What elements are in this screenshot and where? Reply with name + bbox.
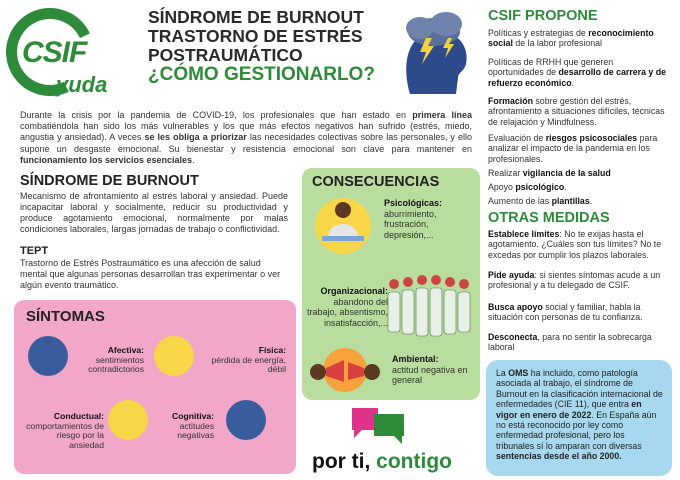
oms-bold-3: sentencias desde el año 2000. (496, 451, 622, 462)
propone-item-2 (488, 57, 670, 88)
oms-info-box (486, 360, 672, 476)
propone-item-5 (488, 168, 670, 178)
page-title (148, 8, 398, 84)
propone-6-post: . (564, 182, 567, 192)
propone-7-post: . (589, 196, 593, 206)
intro-paragraph (20, 110, 472, 166)
propone-item-4 (488, 133, 670, 164)
slogan-text (312, 450, 452, 474)
propone-item-1 (488, 28, 670, 49)
oms-bold-1: OMS (508, 368, 529, 378)
title-line-2: TRASTORNO DE ESTRÉS (148, 26, 363, 46)
intro-text-4: . (192, 154, 195, 165)
medida-desconecta-bold: Desconecta (488, 332, 538, 342)
propone-item-3 (488, 96, 670, 127)
stormy-head-symptom-icon (28, 336, 68, 376)
oms-text-3: . En España aún no está reconocido por ley como enfermedad profesional, pero los tribunales sí lo amparan con diversas (496, 409, 657, 451)
medida-ayuda-text: : si sientes síntomas acude a un profesional y a tu delegado de CSIF. (488, 270, 661, 291)
propone-item-7 (488, 196, 670, 206)
ambiental-label: Ambiental: (392, 354, 439, 364)
csif-ayuda-logo (6, 6, 144, 101)
medida-limites-text: : No te exijas hasta el agotamiento. ¿Cuáles son tus límites? No te excedas por cumplir los plazos laborales. (488, 229, 662, 260)
symptom-afectiva (74, 346, 144, 375)
medida-limites-bold: Establece límites (488, 229, 560, 239)
medida-limites (488, 229, 670, 260)
medida-ayuda-bold: Pide ayuda (488, 270, 535, 280)
title-line-1: SÍNDROME DE BURNOUT (148, 7, 364, 27)
oms-text-1: La (496, 368, 509, 378)
burnout-heading: SÍNDROME DE BURNOUT (20, 173, 199, 189)
propone-item-6 (488, 182, 670, 192)
propone-4-bold: riesgos psicosociales (545, 133, 638, 143)
tept-heading: TEPT (20, 245, 49, 257)
symptom-fisica (198, 346, 286, 375)
symptom-cognitiva (156, 412, 214, 441)
symptom-cognitiva-text: actitudes negativas (177, 420, 214, 441)
propone-1-post: de la labor profesional (512, 38, 602, 49)
medida-apoyo-bold: Busca apoyo (488, 302, 543, 312)
symptom-cognitiva-label: Cognitiva: (171, 411, 214, 421)
psicologicas-label: Psicológicas: (384, 198, 443, 208)
slogan-block (312, 404, 472, 478)
burnout-text: Mecanismo de afrontamiento al estrés laboral y ansiedad. Puede incapacitar laboral y socialmente, reducir su productividad y produce agotamiento emocional, normalmente por malas condiciones laborales, largas jornadas de trabajo o conflictividad. (20, 191, 288, 234)
propone-6-pre: Apoyo (488, 182, 516, 192)
propone-2-bold: desarrollo de carrera y de refuerzo económico (488, 67, 667, 88)
intro-bold-2: se les obliga a priorizar (144, 132, 247, 143)
propone-3-bold: Formación (488, 96, 533, 106)
intro-bold-1: primera línea (412, 110, 472, 120)
oms-bold-2: en vigor en enero de 2022 (496, 399, 642, 420)
symptom-fisica-text: pérdida de energía, débil (211, 354, 286, 375)
logo-brand-text: CSIF (22, 36, 87, 69)
propone-7-bold: plantillas (551, 196, 590, 206)
intro-text-3: las necesidades colectivas sobre las personales, y ello supone un desgaste emocional. Su bienestar y resistencia emocional son clave para mantener en (20, 132, 472, 154)
stormy-head-icon (392, 6, 478, 98)
consecuencias-psicologicas (384, 198, 476, 240)
propone-6-bold: psicológico (515, 182, 565, 192)
symptom-afectiva-label: Afectiva: (107, 345, 144, 355)
propone-7-pre: Aumento de las (488, 196, 552, 206)
symptom-conductual (24, 412, 104, 450)
symptom-fisica-label: Física: (258, 345, 286, 355)
propone-heading: CSIF PROPONE (488, 8, 598, 24)
sintomas-heading: SÍNTOMAS (26, 308, 105, 325)
propone-4-pre: Evaluación de (488, 133, 546, 143)
symptom-conductual-label: Conductual: (53, 411, 104, 421)
intro-bold-3: funcionamiento los servicios esenciales (20, 154, 193, 165)
sintomas-box (14, 300, 296, 474)
slogan-part-2: contigo (376, 450, 452, 473)
medida-desconecta-text: , para no sentir la sobrecarga laboral (488, 332, 652, 353)
propone-2-pre: Políticas de RRHH que generen oportunidades de (488, 57, 614, 78)
consecuencias-ambiental (392, 354, 478, 386)
tept-text: Trastorno de Estrés Postraumático es una afección de salud mental que algunas personas desarrollan tras experimentar o ver algún evento traumático. (20, 258, 281, 290)
propone-5-pre: Realizar (488, 168, 523, 178)
propone-4-post: para analizar el impacto de la pandemia en los profesionales. (488, 133, 658, 164)
organizacional-label: Organizacional: (320, 286, 388, 296)
speech-bubbles-icon (348, 404, 408, 450)
title-line-3: POSTRAUMÁTICO (148, 45, 303, 65)
symptom-afectiva-text: sentimientos contradictorios (88, 354, 144, 375)
title-question: ¿CÓMO GESTIONARLO? (148, 64, 375, 85)
propone-1-pre: Políticas y estrategias de (488, 28, 589, 38)
organizacional-text: abandono del trabajo, absentismo, insatisfacción,... (306, 296, 388, 328)
propone-2-post: . (571, 77, 575, 88)
stormy-head-small-icon (226, 400, 266, 440)
tired-person-icon (154, 336, 194, 376)
otras-medidas-heading: OTRAS MEDIDAS (488, 210, 610, 226)
propone-5-bold: vigilancia de la salud (522, 168, 611, 178)
symptom-conductual-text: comportamientos de riesgo por la ansiedad (26, 420, 104, 450)
people-icon (108, 400, 148, 440)
intro-text-1: Durante la crisis por la pandemia de COVID-19, los profesionales que han estado en (20, 110, 413, 120)
propone-3-post: sobre gestión del estrés, afrontamiento a situaciones difíciles, técnicas de relajación y Mindfulness. (488, 96, 665, 127)
ambiental-text: actitud negativa en general (392, 364, 468, 386)
medida-desconecta (488, 332, 670, 353)
oms-text (496, 368, 664, 462)
oms-text-2: ha incluido, como patología asociada al trabajo, el síndrome de Burnout en la clasificación internacional de enfermedades (CIE 11), que entra (496, 368, 663, 410)
slogan-part-1: por ti, (312, 450, 377, 473)
intro-text-2: combatiéndola han sido los más vulnerables y los que más efectos negativos han sufrido (estrés, miedo, angustia y ansiedad). A veces (20, 121, 472, 143)
propone-1-bold: reconocimiento social (488, 28, 654, 49)
medida-apoyo (488, 302, 670, 323)
consecuencias-heading: CONSECUENCIAS (312, 174, 440, 190)
tired-worker-icon (306, 192, 380, 254)
psicologicas-text: aburrimiento, frustración, depresión,... (384, 208, 437, 240)
consecuencias-box (302, 168, 480, 400)
medida-ayuda (488, 270, 670, 291)
logo-sub-text: yuda (56, 72, 108, 97)
consecuencias-organizacional (306, 286, 388, 328)
healthcare-workers-group-icon (384, 262, 478, 346)
medida-apoyo-text: social y familiar, habla la situación con personas de tu confianza. (488, 302, 643, 323)
shouting-megaphone-icon (304, 344, 386, 396)
